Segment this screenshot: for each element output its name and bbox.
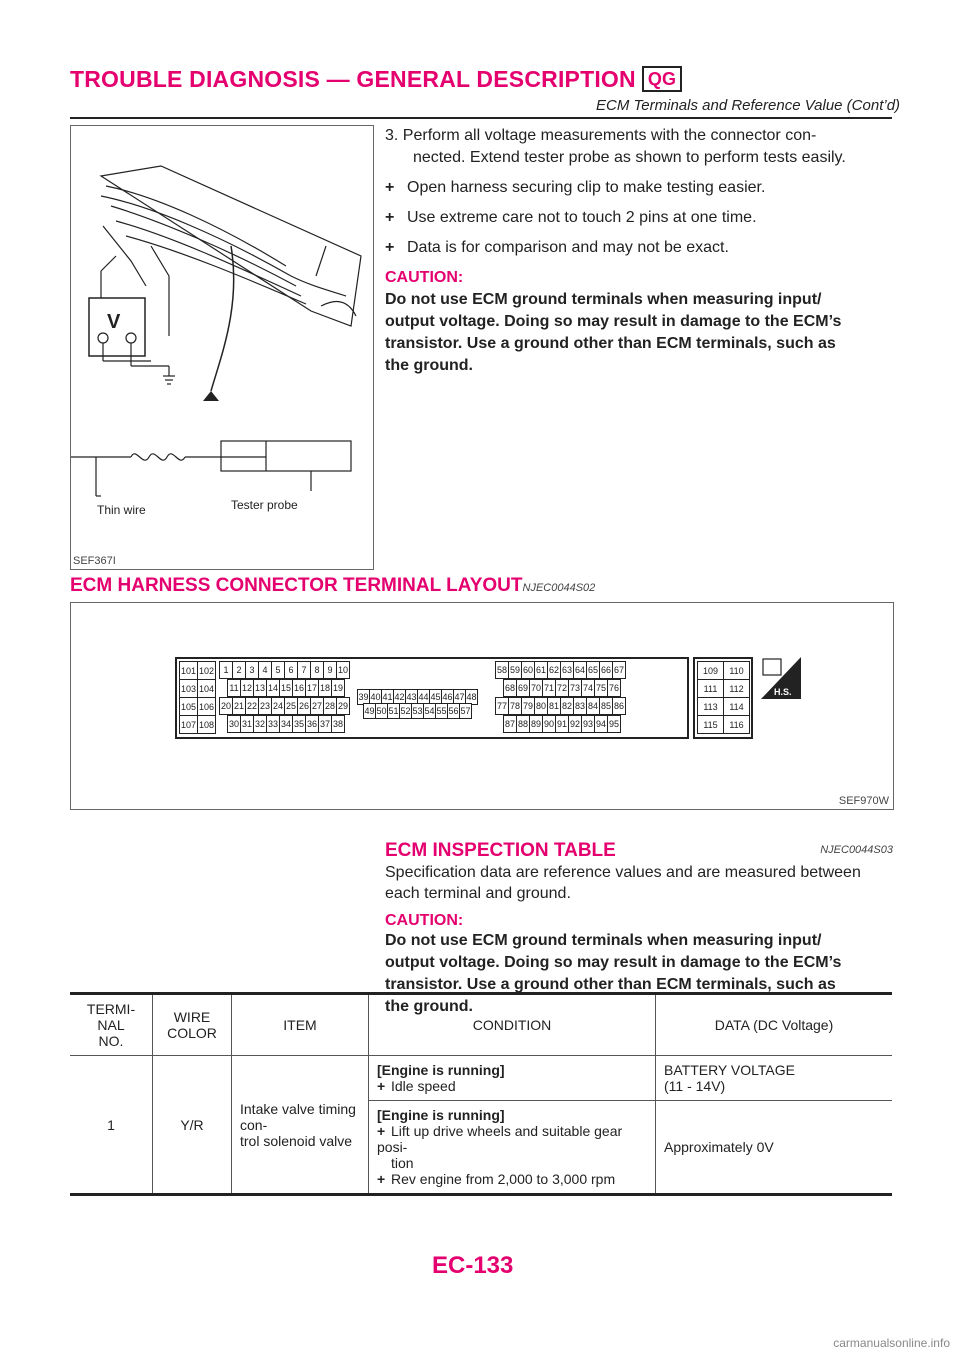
connector-pin: 4 — [258, 661, 272, 679]
voltmeter-label: V — [107, 311, 121, 333]
connector-pin: 20 — [219, 697, 233, 715]
connector-pin: 69 — [516, 679, 530, 697]
connector-pin: 23 — [258, 697, 272, 715]
tester-probe-figure — [70, 125, 374, 570]
connector-pin: 114 — [723, 697, 750, 716]
connector-pin: 2 — [232, 661, 246, 679]
connector-pin: 53 — [411, 703, 424, 719]
connector-pin: 49 — [363, 703, 376, 719]
connector-pin: 14 — [266, 679, 280, 697]
cell-wire: Y/R — [153, 1056, 232, 1194]
connector-pin: 25 — [284, 697, 298, 715]
connector-pin: 26 — [297, 697, 311, 715]
connector-pin: 50 — [375, 703, 388, 719]
connector-pin: 95 — [607, 715, 621, 733]
connector-pin: 37 — [318, 715, 332, 733]
connector-pin: 104 — [197, 679, 216, 698]
connector-pin: 102 — [197, 661, 216, 680]
connector-pin: 17 — [305, 679, 319, 697]
section-table-heading: ECM INSPECTION TABLE NJEC0044S03 Specification data are reference values and are measured between each terminal and ground. CAUTION: Do not use ECM ground terminals when measuring input/ output voltage. Doing so may result in damage to the ECM’s transistor. Use a ground other than ECM terminals, such as the ground. — [385, 840, 893, 1018]
connector-pin: 27 — [310, 697, 324, 715]
connector-pin: 93 — [581, 715, 595, 733]
connector-pin: 31 — [240, 715, 254, 733]
connector-pin: 1 — [219, 661, 233, 679]
connector-pin: 44 — [417, 689, 430, 705]
connector-pin: 11 — [227, 679, 241, 697]
connector-pin: 67 — [612, 661, 626, 679]
connector-pin: 47 — [453, 689, 466, 705]
connector-pin: 48 — [465, 689, 478, 705]
header-rule — [70, 117, 892, 119]
connector-pin: 65 — [586, 661, 600, 679]
section-heading-layout: ECM HARNESS CONNECTOR TERMINAL LAYOUTNJEC0044S02 — [70, 575, 596, 596]
connector-pin: 70 — [529, 679, 543, 697]
connector-pin: 41 — [381, 689, 394, 705]
table-row — [70, 1056, 892, 1101]
connector-pin: 43 — [405, 689, 418, 705]
connector-pin: 78 — [508, 697, 522, 715]
section-badge: QG — [642, 66, 682, 92]
connector-pin: 35 — [292, 715, 306, 733]
connector-pin: 80 — [534, 697, 548, 715]
inspection-table — [70, 995, 892, 1193]
connector-pin: 54 — [423, 703, 436, 719]
cell-data-2: Approximately 0V — [656, 1101, 893, 1194]
cell-condition-2: [Engine is running] + Lift up drive wheels and suitable gear posi- tion + Rev engine from 2,000 to 3,000 rpm — [369, 1101, 656, 1194]
cell-terminal: 1 — [70, 1056, 153, 1194]
watermark: carmanualsonline.info — [833, 1336, 950, 1350]
connector-pin: 74 — [581, 679, 595, 697]
connector-pin: 92 — [568, 715, 582, 733]
connector-pin: 5 — [271, 661, 285, 679]
list-item: + Data is for comparison and may not be exact. — [385, 239, 729, 256]
connector-pin: 10 — [336, 661, 350, 679]
connector-pin: 90 — [542, 715, 556, 733]
connector-pin: 56 — [447, 703, 460, 719]
col-wire: WIRE COLOR — [153, 995, 232, 1056]
connector-pin: 46 — [441, 689, 454, 705]
connector-pin: 112 — [723, 679, 750, 698]
step-3-block — [385, 125, 893, 377]
connector-pin: 8 — [310, 661, 324, 679]
connector-pin: 81 — [547, 697, 561, 715]
connector-pin: 55 — [435, 703, 448, 719]
col-condition: CONDITION — [369, 995, 656, 1056]
connector-pin: 88 — [516, 715, 530, 733]
col-data: DATA (DC Voltage) — [656, 995, 893, 1056]
connector-pin: 33 — [266, 715, 280, 733]
connector-pin: 18 — [318, 679, 332, 697]
connector-pin: 22 — [245, 697, 259, 715]
connector-pin: 59 — [508, 661, 522, 679]
connector-pin: 32 — [253, 715, 267, 733]
connector-pin: 89 — [529, 715, 543, 733]
connector-pin: 29 — [336, 697, 350, 715]
page-header-subtitle: ECM Terminals and Reference Value (Cont’d) — [596, 97, 901, 114]
col-terminal: TERMI- NAL NO. — [70, 995, 153, 1056]
connector-pin: 82 — [560, 697, 574, 715]
connector-pin: 87 — [503, 715, 517, 733]
connector-pin: 51 — [387, 703, 400, 719]
connector-pin: 85 — [599, 697, 613, 715]
step-3-line-1: 3. Perform all voltage measurements with the connector con- — [385, 127, 817, 144]
connector-pin: 75 — [594, 679, 608, 697]
connector-pin: 16 — [292, 679, 306, 697]
connector-pin: 40 — [369, 689, 382, 705]
caution-label: CAUTION: — [385, 269, 464, 286]
connector-pin: 79 — [521, 697, 535, 715]
connector-pin: 116 — [723, 715, 750, 734]
connector-pin: 30 — [227, 715, 241, 733]
connector-pin: 106 — [197, 697, 216, 716]
connector-pin: 58 — [495, 661, 509, 679]
connector-pin: 60 — [521, 661, 535, 679]
caution-label: CAUTION: — [385, 912, 464, 929]
connector-pin: 94 — [594, 715, 608, 733]
connector-pin: 77 — [495, 697, 509, 715]
connector-pin: 76 — [607, 679, 621, 697]
hs-icon — [761, 657, 801, 699]
connector-pin: 83 — [573, 697, 587, 715]
connector-pin: 12 — [240, 679, 254, 697]
col-item: ITEM — [232, 995, 369, 1056]
connector-pin: 6 — [284, 661, 298, 679]
connector-pin: 86 — [612, 697, 626, 715]
connector-pin: 64 — [573, 661, 587, 679]
tester-probe-illustration — [71, 126, 373, 569]
connector-pin: 21 — [232, 697, 246, 715]
connector-pin: 113 — [697, 697, 724, 716]
connector-pin: 19 — [331, 679, 345, 697]
cell-condition-1: [Engine is running] + Idle speed — [369, 1056, 656, 1101]
step-3-line-2: nected. Extend tester probe as shown to perform tests easily. — [413, 149, 846, 166]
connector-layout-figure — [70, 602, 894, 810]
connector-pin: 73 — [568, 679, 582, 697]
connector-pin: 63 — [560, 661, 574, 679]
connector-pin: 13 — [253, 679, 267, 697]
connector-pin: 66 — [599, 661, 613, 679]
connector-pin: 34 — [279, 715, 293, 733]
svg-text:H.S.: H.S. — [774, 687, 792, 697]
connector-diagram — [175, 657, 689, 739]
connector-pin: 72 — [555, 679, 569, 697]
thin-wire-label: Thin wire — [97, 503, 146, 517]
connector-pin: 109 — [697, 661, 724, 680]
connector-far-block — [693, 657, 753, 739]
connector-pin: 28 — [323, 697, 337, 715]
connector-pin: 71 — [542, 679, 556, 697]
figure-caption: SEF367I — [73, 555, 116, 567]
connector-pin: 84 — [586, 697, 600, 715]
connector-pin: 61 — [534, 661, 548, 679]
figure-caption: SEF970W — [838, 795, 889, 807]
list-item: + Open harness securing clip to make testing easier. — [385, 179, 766, 196]
connector-pin: 9 — [323, 661, 337, 679]
table-header-row — [70, 995, 892, 1056]
connector-pin: 36 — [305, 715, 319, 733]
list-item: + Use extreme care not to touch 2 pins at one time. — [385, 209, 757, 226]
cell-data-1: BATTERY VOLTAGE (11 - 14V) — [656, 1056, 893, 1101]
page-number: EC-133 — [432, 1252, 514, 1279]
connector-pin: 38 — [331, 715, 345, 733]
connector-pin: 62 — [547, 661, 561, 679]
table-intro: Specification data are reference values and are measured between each terminal and ground. — [385, 864, 861, 902]
connector-pin: 52 — [399, 703, 412, 719]
connector-pin: 108 — [197, 715, 216, 734]
caution-text: Do not use ECM ground terminals when measuring input/ output voltage. Doing so may result in damage to the ECM’s transistor. Use a ground other than ECM terminals, such as the ground. — [385, 932, 842, 1015]
page-header-title: TROUBLE DIAGNOSIS — GENERAL DESCRIPTION QG — [70, 66, 682, 93]
inspection-table-wrap — [70, 992, 892, 1196]
connector-pin: 105 — [179, 697, 198, 716]
connector-pin: 115 — [697, 715, 724, 734]
connector-pin: 107 — [179, 715, 198, 734]
connector-pin: 68 — [503, 679, 517, 697]
connector-pin: 101 — [179, 661, 198, 680]
connector-pin: 110 — [723, 661, 750, 680]
connector-pin: 3 — [245, 661, 259, 679]
connector-pin: 24 — [271, 697, 285, 715]
connector-pin: 57 — [459, 703, 472, 719]
cell-item: Intake valve timing con- trol solenoid valve — [232, 1056, 369, 1194]
connector-pin: 103 — [179, 679, 198, 698]
connector-pin: 111 — [697, 679, 724, 698]
tester-probe-label: Tester probe — [231, 498, 298, 512]
connector-pin: 45 — [429, 689, 442, 705]
connector-pin: 39 — [357, 689, 370, 705]
connector-pin: 15 — [279, 679, 293, 697]
connector-pin: 42 — [393, 689, 406, 705]
caution-text: Do not use ECM ground terminals when measuring input/ output voltage. Doing so may result in damage to the ECM’s transistor. Use a ground other than ECM terminals, such as the ground. — [385, 291, 842, 374]
connector-pin: 7 — [297, 661, 311, 679]
connector-pin: 91 — [555, 715, 569, 733]
